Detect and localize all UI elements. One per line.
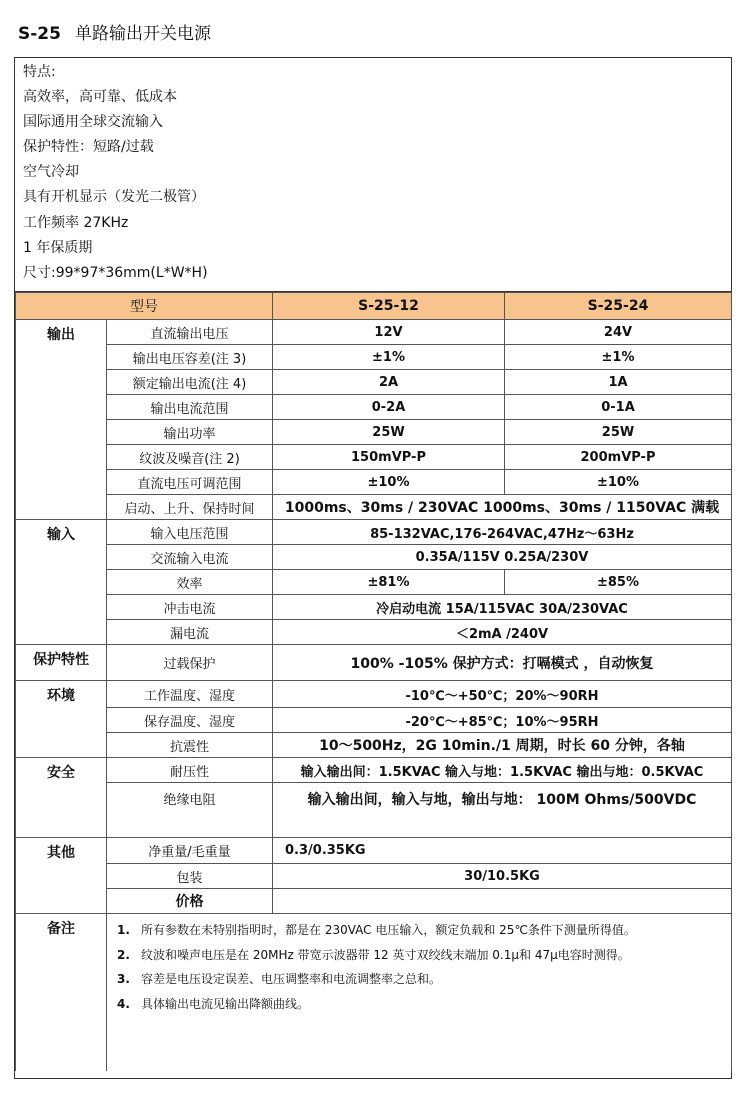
notes-cell: [107, 914, 732, 1072]
row-value: 24V: [505, 320, 732, 345]
table-row: [16, 838, 732, 864]
row-value: 200mVP-P: [505, 445, 732, 470]
table-row: [16, 470, 732, 495]
note-number: 1.: [117, 923, 130, 937]
table-row: [16, 320, 732, 345]
row-value: 0.35A/115V 0.25A/230V: [273, 545, 732, 570]
category-protection: 保护特性: [16, 645, 107, 681]
table-row: [16, 595, 732, 620]
note-item: [117, 967, 721, 992]
table-row: [16, 345, 732, 370]
category-notes: 备注: [16, 914, 107, 1072]
category-output: 输出: [16, 320, 107, 520]
model-name: S-25: [18, 24, 61, 44]
note-number: 3.: [117, 972, 130, 986]
feature-item: 保护特性：短路/过载: [23, 139, 154, 156]
row-label: 绝缘电阻: [107, 783, 273, 838]
category-other: 其他: [16, 838, 107, 914]
features-heading: 特点:: [23, 64, 56, 80]
note-text: 具体输出电流见输出降额曲线。: [141, 996, 310, 1011]
row-value: 0-1A: [505, 395, 732, 420]
table-row: [16, 758, 732, 783]
row-label: 耐压性: [107, 758, 273, 783]
table-row: [16, 395, 732, 420]
row-value: 25W: [505, 420, 732, 445]
table-row: [16, 914, 732, 1072]
table-row: [16, 370, 732, 395]
table-row: [16, 783, 732, 838]
row-value: 0.3/0.35KG: [273, 838, 732, 864]
row-value: 输入输出间：1.5KVAC 输入与地：1.5KVAC 输出与地：0.5KVAC: [273, 758, 732, 783]
table-row: [16, 681, 732, 708]
row-value: 85-132VAC,176-264VAC,47Hz～63Hz: [273, 520, 732, 545]
row-label: 纹波及噪音(注 2): [107, 445, 273, 470]
row-label: 净重量/毛重量: [107, 838, 273, 864]
table-row: [16, 545, 732, 570]
row-value: 1A: [505, 370, 732, 395]
row-value: ＜2mA /240V: [273, 620, 732, 645]
feature-item: 1 年保质期: [23, 239, 93, 256]
table-row: [16, 864, 732, 889]
spec-sheet: [14, 57, 732, 1079]
table-row: [16, 620, 732, 645]
category-environment: 环境: [16, 681, 107, 758]
table-row: [16, 495, 732, 520]
table-row: [16, 570, 732, 595]
row-value: 0-2A: [273, 395, 505, 420]
header-model-label: 型号: [16, 293, 273, 320]
row-label: 直流输出电压: [107, 320, 273, 345]
page-title: [18, 19, 211, 44]
row-label: 启动、上升、保持时间: [107, 495, 273, 520]
header-col-s-25-24: S-25-24: [505, 293, 732, 320]
row-value: ±85%: [505, 570, 732, 595]
row-value: 25W: [273, 420, 505, 445]
note-item: [117, 918, 721, 943]
row-label: 工作温度、湿度: [107, 681, 273, 708]
table-row: [16, 733, 732, 758]
row-label: 过载保护: [107, 645, 273, 681]
row-label: 价格: [107, 889, 273, 914]
spec-table: [15, 292, 732, 1071]
table-row: [16, 420, 732, 445]
note-text: 容差是电压设定误差、电压调整率和电流调整率之总和。: [141, 972, 442, 986]
category-safety: 安全: [16, 758, 107, 838]
table-header-row: [16, 293, 732, 320]
row-value: 12V: [273, 320, 505, 345]
row-value: 30/10.5KG: [273, 864, 732, 889]
note-number: 4.: [117, 996, 130, 1011]
row-label: 输入电压范围: [107, 520, 273, 545]
row-value: 输入输出间，输入与地，输出与地： 100M Ohms/500VDC: [273, 783, 732, 838]
row-value: 2A: [273, 370, 505, 395]
table-row: [16, 445, 732, 470]
row-value: ±1%: [505, 345, 732, 370]
row-value: 冷启动电流 15A/115VAC 30A/230VAC: [273, 595, 732, 620]
row-value: [273, 889, 732, 914]
row-value: ±10%: [505, 470, 732, 495]
row-label: 包装: [107, 864, 273, 889]
row-label: 输出电压容差(注 3): [107, 345, 273, 370]
row-label: 额定输出电流(注 4): [107, 370, 273, 395]
row-value: ±81%: [273, 570, 505, 595]
row-label: 保存温度、湿度: [107, 708, 273, 733]
feature-item: 国际通用全球交流输入: [23, 114, 163, 131]
table-row: [16, 889, 732, 914]
row-value: 150mVP-P: [273, 445, 505, 470]
header-col-s-25-12: S-25-12: [273, 293, 505, 320]
note-item: [117, 943, 721, 968]
row-label: 抗震性: [107, 733, 273, 758]
row-value: -10℃～+50℃；20%～90RH: [273, 681, 732, 708]
feature-item: 具有开机显示（发光二极管）: [23, 189, 205, 206]
row-value: -20℃～+85℃；10%～95RH: [273, 708, 732, 733]
note-text: 所有参数在未特别指明时，都是在 230VAC 电压输入，额定负载和 25℃条件下测量所得值。: [141, 923, 636, 937]
note-text: 纹波和噪声电压是在 20MHz 带宽示波器带 12 英寸双绞线末端加 0.1μ和 47μ电容时测得。: [141, 947, 630, 962]
table-row: [16, 520, 732, 545]
row-value: ±10%: [273, 470, 505, 495]
table-row: [16, 645, 732, 681]
feature-item: 工作频率 27KHz: [23, 214, 129, 231]
row-value: 10～500Hz，2G 10min./1 周期，时长 60 分钟，各轴: [273, 733, 732, 758]
row-value: 100% -105% 保护方式：打嗝模式 ，自动恢复: [273, 645, 732, 681]
feature-item: 高效率，高可靠、低成本: [23, 89, 177, 106]
feature-item: 尺寸:99*97*36mm(L*W*H): [23, 264, 208, 281]
row-label: 输出电流范围: [107, 395, 273, 420]
row-label: 输出功率: [107, 420, 273, 445]
row-value: 1000ms、30ms / 230VAC 1000ms、30ms / 1150VAC 满载: [273, 495, 732, 520]
row-label: 漏电流: [107, 620, 273, 645]
features-section: [15, 58, 731, 292]
row-label: 交流输入电流: [107, 545, 273, 570]
category-input: 输入: [16, 520, 107, 645]
row-label: 效率: [107, 570, 273, 595]
note-item: [117, 992, 721, 1017]
row-label: 冲击电流: [107, 595, 273, 620]
table-row: [16, 708, 732, 733]
feature-item: 空气冷却: [23, 164, 79, 181]
row-label: 直流电压可调范围: [107, 470, 273, 495]
note-number: 2.: [117, 947, 130, 962]
row-value: ±1%: [273, 345, 505, 370]
product-title: 单路输出开关电源: [74, 24, 211, 44]
